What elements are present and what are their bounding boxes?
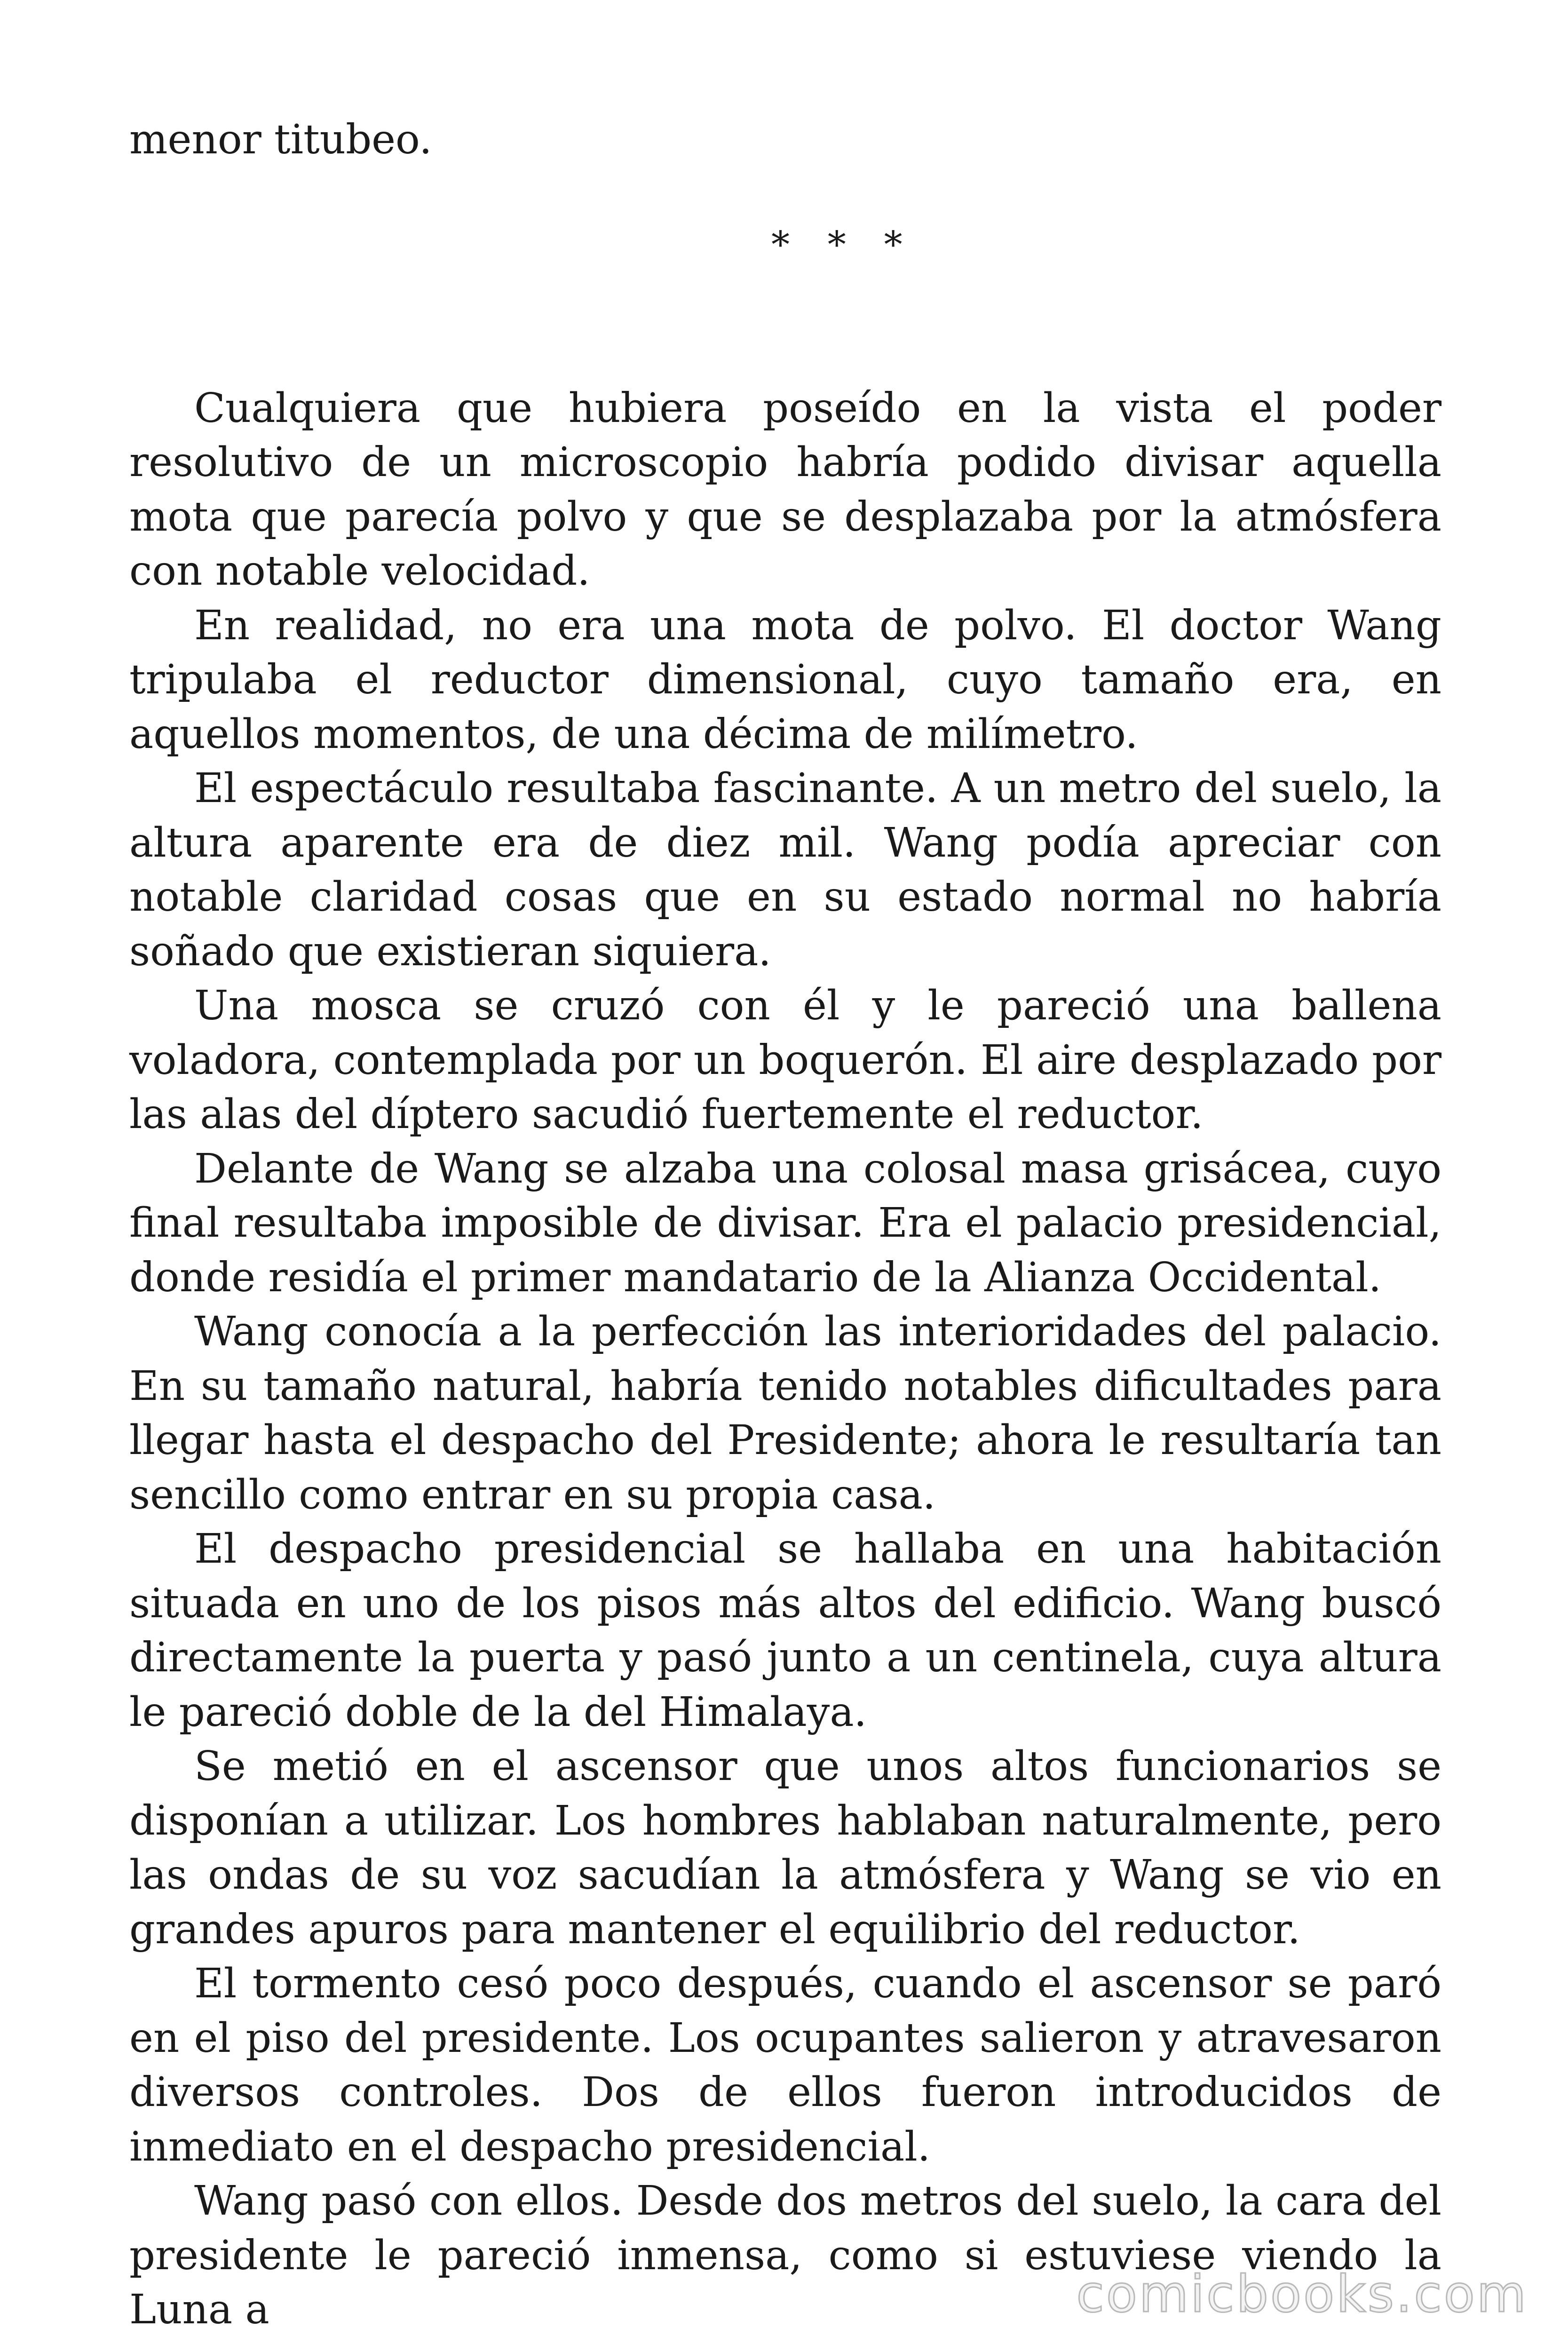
paragraph: Delante de Wang se alzaba una colosal masa grisácea, cuyo final resultaba imposible de divisar. Era el palacio presidencial, donde residía el primer mandatario de la Alianza Occidental. xyxy=(129,1145,1441,1301)
paragraph: El despacho presidencial se hallaba en una habitación situada en uno de los pisos más altos del edificio. Wang buscó directamente la puerta y pasó junto a un centinela, cuya altura le pareció doble de la del Himalaya. xyxy=(129,1526,1441,1736)
watermark: comicbooks.com xyxy=(1076,2265,1528,2324)
paragraph: En realidad, no era una mota de polvo. El doctor Wang tripulaba el reductor dimensional, cuyo tamaño era, en aquellos momentos, de una décima de milímetro. xyxy=(129,602,1441,758)
paragraph: El espectáculo resultaba fascinante. A un metro del suelo, la altura aparente era de diez mil. Wang podía apreciar con notable claridad cosas que en su estado normal no habría soñado que existieran siquiera. xyxy=(129,765,1441,975)
opening-line: menor titubeo. xyxy=(129,116,432,163)
paragraph: Wang pasó con ellos. Desde dos metros del suelo, la cara del presidente le pareció inmensa, como si estuviese viendo la Luna a xyxy=(129,2177,1441,2333)
paragraph: Wang conocía a la perfección las interioridades del palacio. En su tamaño natural, habría tenido notables dificultades para llegar hasta el despacho del Presidente; ahora le resultaría tan sencillo como entrar en su propia casa. xyxy=(129,1308,1441,1518)
paragraph: Una mosca se cruzó con él y le pareció una ballena voladora, contemplada por un boquerón. El aire desplazado por las alas del díptero sacudió fuertemente el reductor. xyxy=(129,982,1441,1138)
paragraph: Se metió en el ascensor que unos altos funcionarios se disponían a utilizar. Los hombres hablaban naturalmente, pero las ondas de su voz sacudían la atmósfera y Wang se vio en grandes apuros para mantener el equilibrio del reductor. xyxy=(129,1743,1441,1953)
paragraph: Cualquiera que hubiera poseído en la vista el poder resolutivo de un microscopio habría podido divisar aquella mota que parecía polvo y que se desplazaba por la atmósfera con notable velocidad. xyxy=(129,384,1441,595)
book-page xyxy=(129,113,1441,2337)
section-separator: * * * xyxy=(771,223,916,266)
body-text xyxy=(129,381,1441,2337)
paragraph: El tormento cesó poco después, cuando el ascensor se paró en el piso del presidente. Los ocupantes salieron y atravesaron diversos controles. Dos de ellos fueron introducidos de inmediato en el despacho presidencial. xyxy=(129,1960,1441,2170)
